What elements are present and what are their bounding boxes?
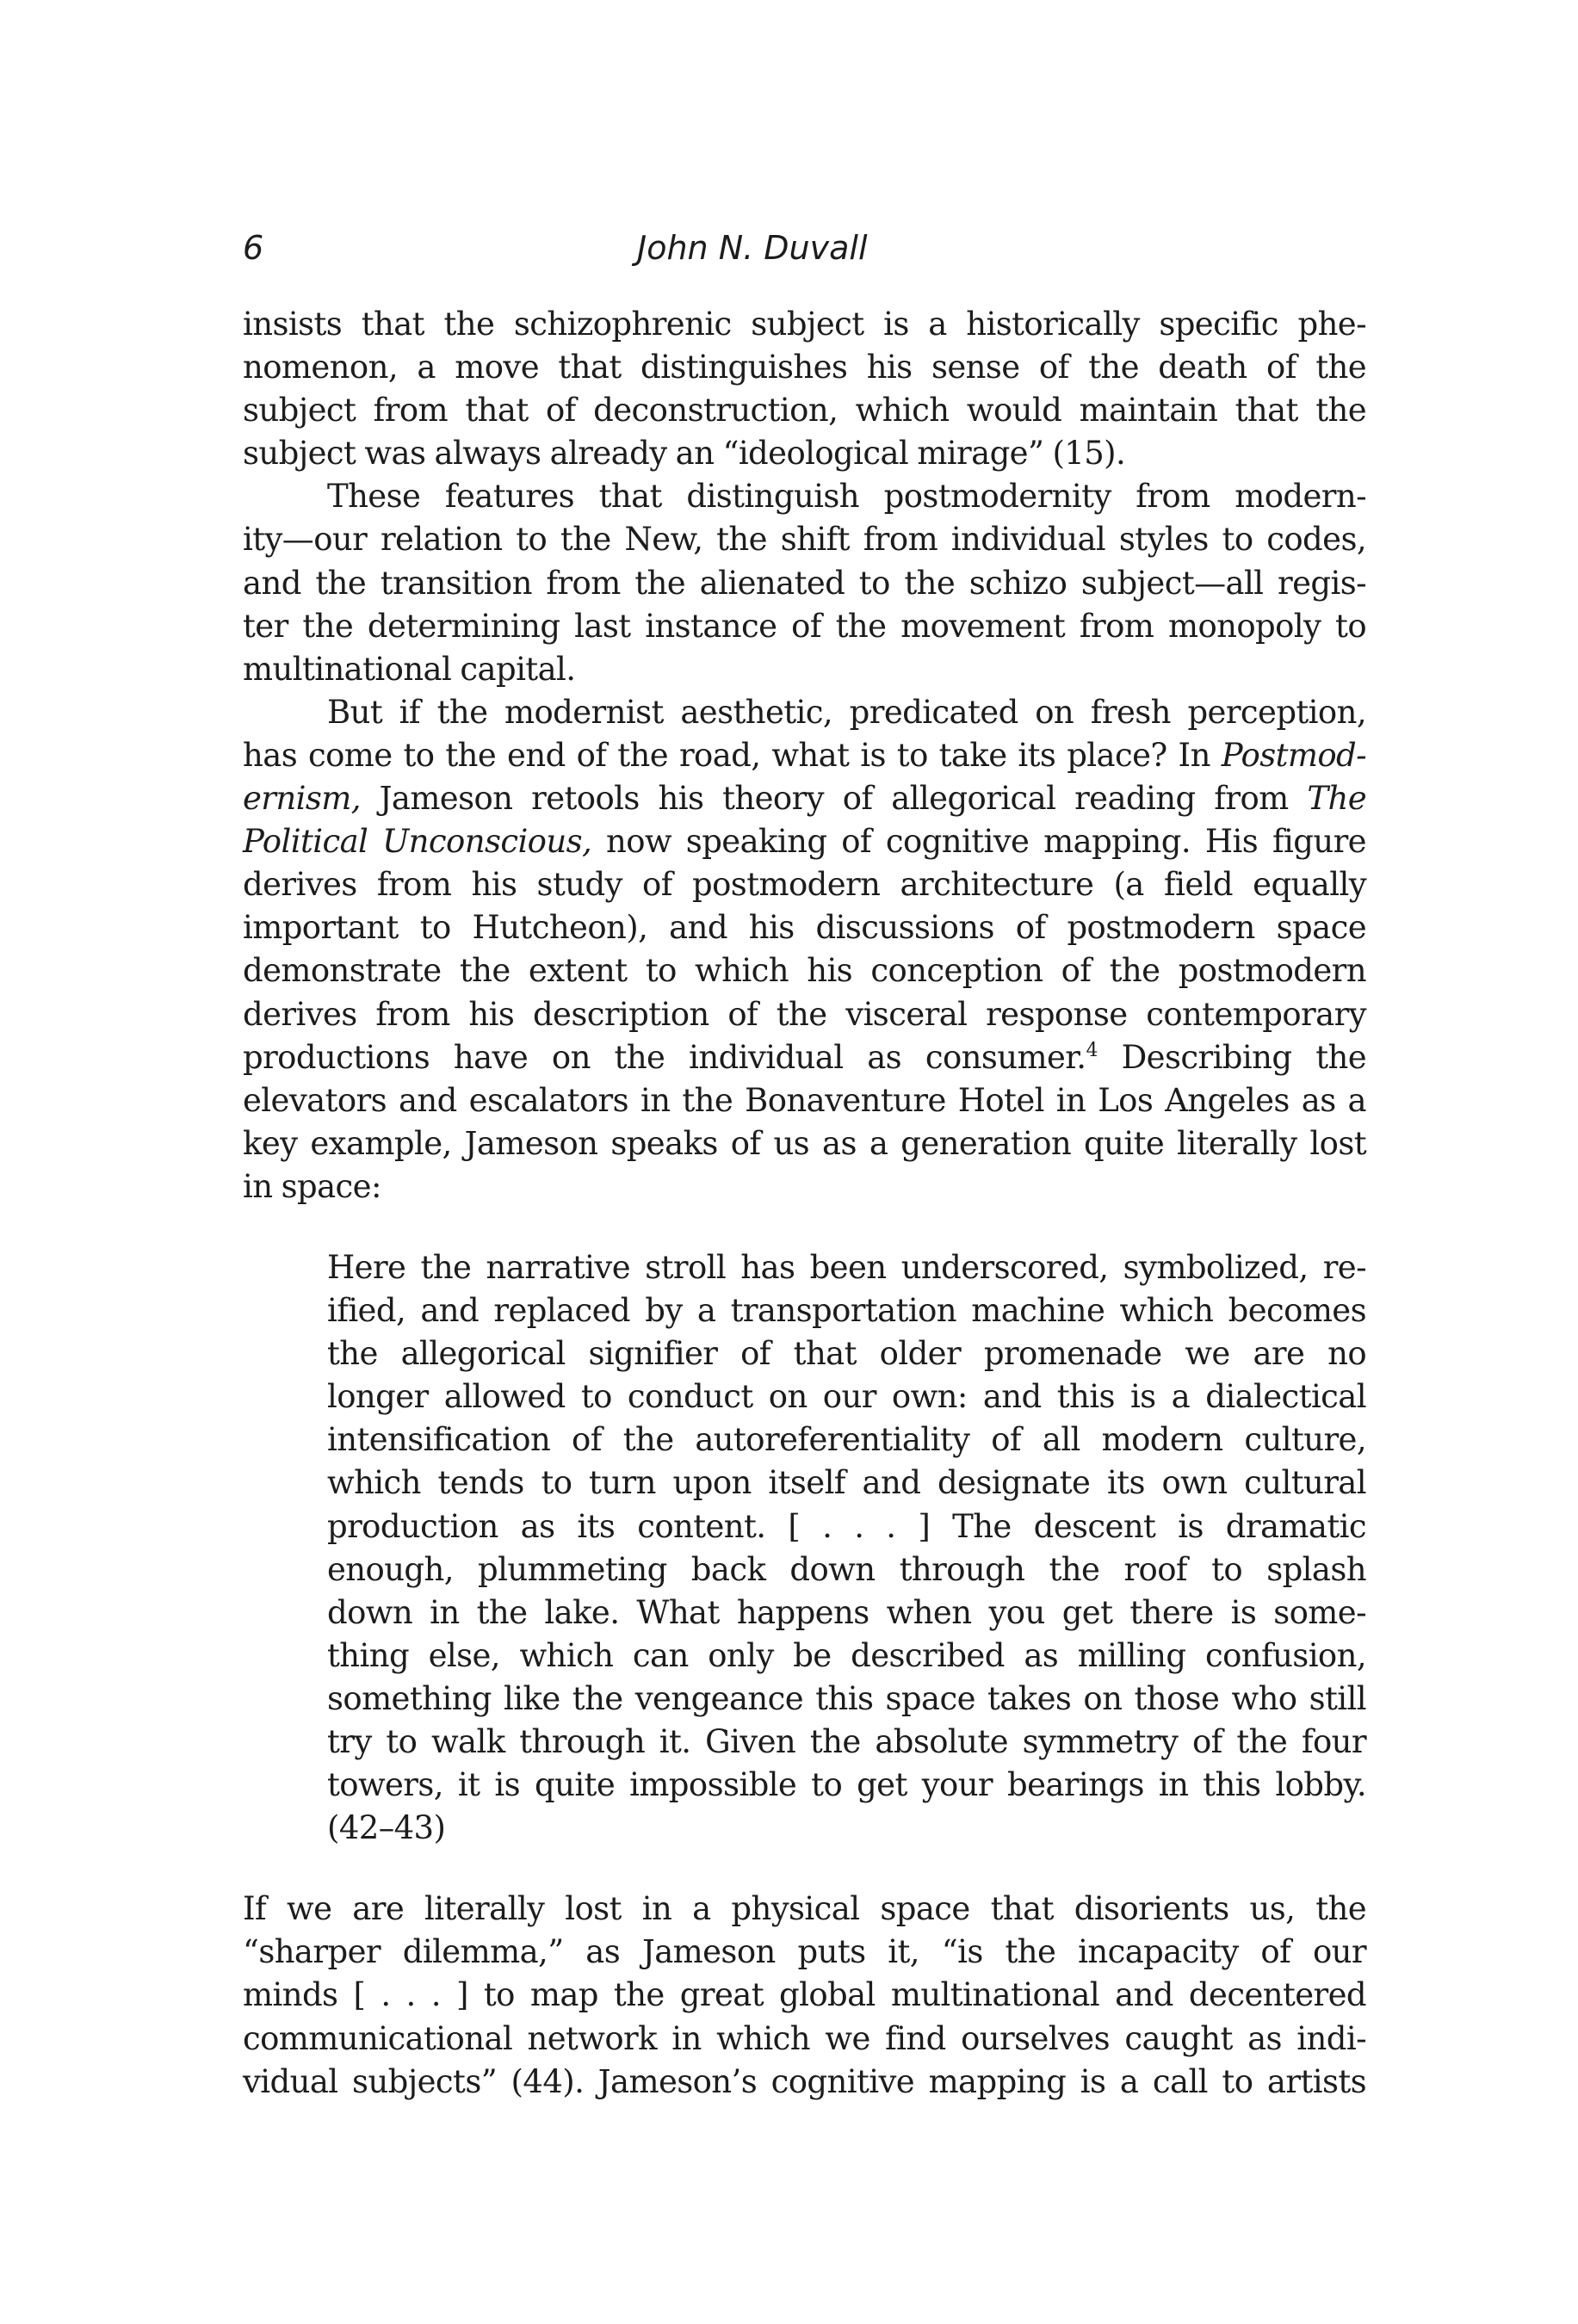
- text-line: the allegorical signifier of that older promenade we are no: [327, 1335, 1366, 1373]
- text-line: nomenon, a move that distinguishes his sense of the death of the: [243, 349, 1366, 386]
- text-line: derives from his study of postmodern architecture (a field equally: [243, 866, 1366, 904]
- text-line: [243, 820, 1366, 863]
- text-line: ity—our relation to the New, the shift from individual styles to codes,: [243, 521, 1366, 559]
- text-line: (42–43): [327, 1809, 446, 1847]
- text-line: thing else, which can only be described as milling confusion,: [327, 1636, 1366, 1674]
- title-italic: The: [1307, 780, 1366, 818]
- page-number: 6: [243, 229, 264, 267]
- text-line: multinational capital.: [243, 650, 576, 688]
- text-line: insists that the schizophrenic subject is a historically specific phe-: [243, 306, 1366, 343]
- text-line: elevators and escalators in the Bonaventure Hotel in Los Angeles as a: [243, 1081, 1366, 1119]
- text-line: in space:: [243, 1167, 381, 1205]
- text-segment: has come to the end of the road, what is to take its place? In: [243, 736, 1222, 774]
- running-head-author: John N. Duvall: [637, 229, 868, 267]
- text-line: which tends to turn upon itself and designate its own cultural: [327, 1464, 1366, 1502]
- text-line: [243, 1036, 1366, 1079]
- text-line: intensification of the autoreferentiality of all modern culture,: [327, 1421, 1366, 1459]
- text-line: and the transition from the alienated to the schizo subject—all regis-: [243, 564, 1366, 602]
- text-line: towers, it is quite impossible to get your bearings in this lobby.: [327, 1766, 1366, 1804]
- text-line: [243, 734, 1366, 777]
- text-line: communicational network in which we find ourselves caught as indi-: [243, 2019, 1366, 2057]
- title-italic: Postmod-: [1221, 736, 1366, 774]
- text-line: longer allowed to conduct on our own: and this is a dialectical: [327, 1378, 1366, 1416]
- text-line: down in the lake. What happens when you get there is some-: [327, 1593, 1366, 1631]
- block-quote: [327, 1246, 1366, 1850]
- text-line: These features that distinguish postmodernity from modern-: [327, 478, 1366, 516]
- body-text: [243, 303, 1366, 2104]
- text-segment: Describing the: [1097, 1038, 1366, 1076]
- text-line: “sharper dilemma,” as Jameson puts it, “is the incapacity of our: [243, 1933, 1366, 1971]
- text-line: Here the narrative stroll has been underscored, symbolized, re-: [327, 1248, 1366, 1286]
- text-line: If we are literally lost in a physical space that disorients us, the: [243, 1890, 1366, 1928]
- text-segment: now speaking of cognitive mapping. His figure: [591, 823, 1366, 861]
- running-head: [0, 222, 1578, 274]
- title-italic: Political Unconscious,: [243, 823, 592, 861]
- text-line: subject from that of deconstruction, which would maintain that the: [243, 392, 1366, 430]
- text-line: enough, plummeting back down through the roof to splash: [327, 1550, 1366, 1588]
- text-segment: productions have on the individual as consumer.: [243, 1038, 1086, 1076]
- text-segment: Jameson retools his theory of allegorical reading from: [360, 780, 1308, 818]
- paragraph-2: [243, 475, 1366, 690]
- text-line: key example, Jameson speaks of us as a generation quite literally lost: [243, 1124, 1366, 1162]
- paragraph-1: [243, 303, 1366, 475]
- text-line: derives from his description of the visceral response contemporary: [243, 995, 1366, 1033]
- text-line: [243, 777, 1366, 820]
- text-line: something like the vengeance this space takes on those who still: [327, 1679, 1366, 1717]
- text-line: production as its content. [ . . . ] The descent is dramatic: [327, 1507, 1366, 1545]
- text-line: subject was always already an “ideological mirage” (15).: [243, 435, 1126, 473]
- text-line: But if the modernist aesthetic, predicated on fresh perception,: [327, 693, 1366, 731]
- text-line: try to walk through it. Given the absolute symmetry of the four: [327, 1723, 1366, 1760]
- text-line: ter the determining last instance of the movement from monopoly to: [243, 607, 1366, 645]
- text-line: minds [ . . . ] to map the great global multinational and decentered: [243, 1976, 1366, 2014]
- footnote-marker[interactable]: 4: [1086, 1039, 1098, 1061]
- title-italic: ernism,: [243, 780, 361, 818]
- paragraph-4: [243, 1888, 1366, 2103]
- text-line: demonstrate the extent to which his conception of the postmodern: [243, 952, 1366, 990]
- text-line: ified, and replaced by a transportation machine which becomes: [327, 1292, 1366, 1330]
- text-line: vidual subjects” (44). Jameson’s cognitive mapping is a call to artists: [243, 2062, 1366, 2100]
- paragraph-3: [243, 691, 1366, 1208]
- text-line: important to Hutcheon), and his discussions of postmodern space: [243, 909, 1366, 947]
